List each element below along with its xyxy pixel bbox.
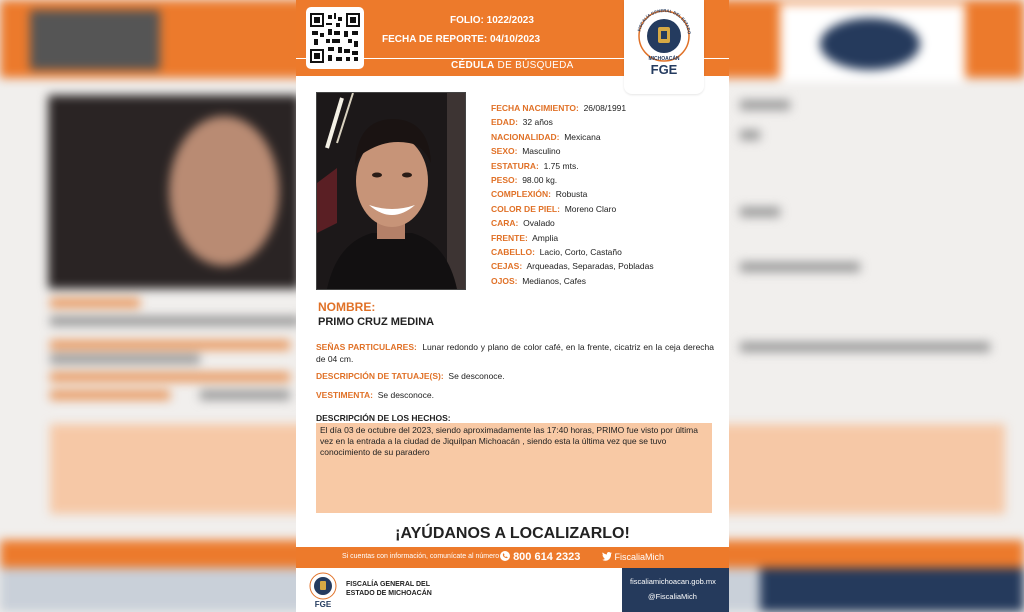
svg-text:MICHOACÁN: MICHOACÁN bbox=[648, 56, 680, 62]
svg-text:FGE: FGE bbox=[314, 600, 332, 609]
fge-logo bbox=[624, 0, 704, 94]
fge-logo-text: FGE bbox=[650, 62, 678, 77]
detail-row: NACIONALIDAD: Mexicana bbox=[491, 131, 601, 142]
contact-bar bbox=[296, 547, 729, 568]
missing-person-photo bbox=[316, 92, 466, 290]
fge-seal-icon bbox=[624, 0, 704, 64]
detail-row: FECHA NACIMIENTO: 26/08/1991 bbox=[491, 103, 627, 113]
detail-row: OJOS: Medianos, Cafes bbox=[491, 275, 586, 286]
call-to-action: ¡AYÚDANOS A LOCALIZARLO! bbox=[395, 525, 630, 542]
social-handle-link[interactable]: @FiscaliaMich bbox=[648, 592, 697, 601]
fge-seal-icon bbox=[308, 571, 338, 609]
tattoo-description: DESCRIPCIÓN DE TATUAJE(S): Se desconoce. bbox=[316, 371, 505, 381]
events-label: DESCRIPCIÓN DE LOS HECHOS: bbox=[316, 413, 451, 423]
detail-row: COLOR DE PIEL: Moreno Claro bbox=[491, 203, 617, 214]
detail-row: CEJAS: Arqueadas, Separadas, Pobladas bbox=[491, 261, 654, 272]
distinguishing-marks: SEÑAS PARTICULARES: Lunar redondo y plano de color café, en la frente, cicatriz en la ceja derecha de 04 cm. bbox=[316, 342, 715, 364]
qr-code[interactable] bbox=[306, 7, 364, 69]
detail-row: SEXO: Masculino bbox=[491, 146, 561, 157]
footer-org-name: FISCALÍA GENERAL DEL ESTADO DE MICHOACÁN bbox=[346, 581, 432, 597]
website-link[interactable]: fiscaliamichoacan.gob.mx bbox=[630, 577, 716, 586]
search-notice-card bbox=[296, 0, 729, 612]
footer-links bbox=[622, 568, 729, 612]
qr-code-icon bbox=[310, 13, 360, 63]
svg-text:FISCALÍA GENERAL DEL ESTADO: FISCALÍA GENERAL DEL ESTADO bbox=[636, 7, 692, 35]
twitter-handle[interactable]: FiscaliaMich bbox=[602, 552, 664, 562]
phone-number[interactable]: 800 614 2323 bbox=[500, 551, 580, 563]
footer bbox=[296, 568, 729, 612]
contact-info-text: Si cuentas con información, comunícate al número bbox=[342, 553, 500, 560]
detail-row: PESO: 98.00 kg. bbox=[491, 174, 558, 185]
name-label: NOMBRE: bbox=[318, 300, 376, 314]
phone-icon bbox=[500, 551, 510, 561]
folio-number: FOLIO: 1022/2023 bbox=[450, 15, 534, 26]
report-date: FECHA DE REPORTE: 04/10/2023 bbox=[382, 34, 541, 45]
detail-row: CARA: Ovalado bbox=[491, 218, 555, 229]
detail-row: COMPLEXIÓN: Robusta bbox=[491, 189, 588, 200]
physical-details bbox=[491, 103, 654, 290]
clothing-description: VESTIMENTA: Se desconoce. bbox=[316, 390, 434, 400]
detail-row: EDAD: 32 años bbox=[491, 117, 553, 128]
detail-row: ESTATURA: 1.75 mts. bbox=[491, 160, 579, 171]
detail-row: FRENTE: Amplia bbox=[491, 232, 559, 243]
events-description: El día 03 de octubre del 2023, siendo aproximadamente las 17:40 horas, PRIMO fue visto por última vez en la entrada a la ciudad de Jiquilpan Michoacán , siendo esta la última vez que se tuvo conocimiento de su paradero bbox=[316, 423, 712, 513]
person-name: PRIMO CRUZ MEDINA bbox=[318, 316, 435, 328]
document-type: CÉDULA DE BÚSQUEDA bbox=[451, 60, 574, 71]
twitter-icon bbox=[602, 552, 612, 561]
detail-row: CABELLO: Lacio, Corto, Castaño bbox=[491, 246, 622, 257]
